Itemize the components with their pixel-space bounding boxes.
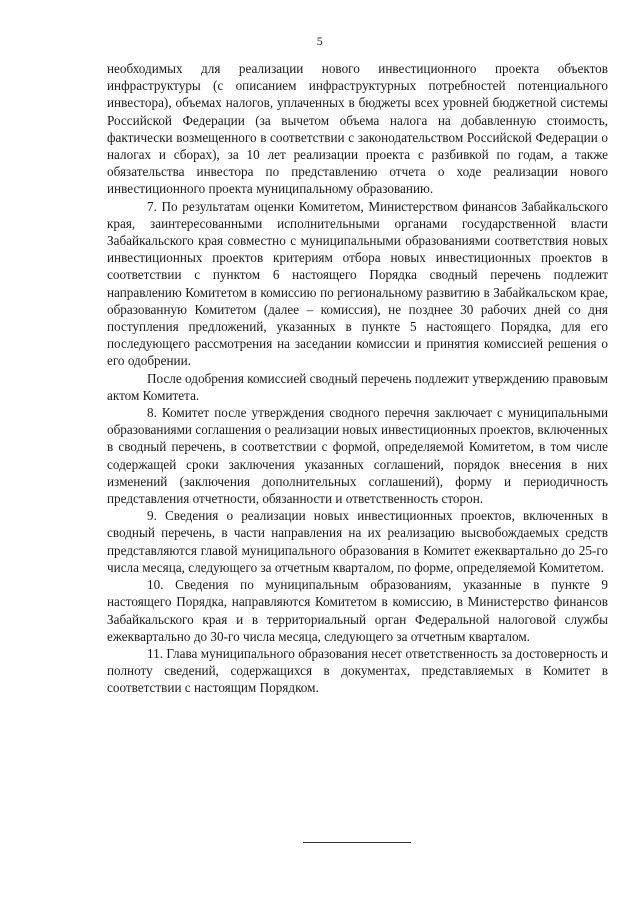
paragraph-approval: После одобрения комиссией сводный перечень подлежит утверждению правовым актом Комитета.: [107, 370, 608, 403]
page-number: 5: [316, 34, 324, 48]
paragraph-continuation: необходимых для реализации нового инвестиционного проекта объектов инфраструктуры (с описанием инфраструктурных потребностей потенциального инвестора), объемах налогов, уплаченных в бюджеты всех уровней бюджетной системы Российской Федерации (за вычетом объема налога на добавленную стоимость, фактически возмещенного в соответствии с законодательством Российской Федерации о налогах и сборах), за 10 лет реализации проекта с разбивкой по годам, а также обязательства инвестора по представлению отчета о ходе реализации нового инвестиционного проекта муниципальному образованию.: [107, 61, 608, 197]
paragraph-item-7: 7. По результатам оценки Комитетом, Министерством финансов Забайкальского края, заинтересованными исполнительными органами государственной власти Забайкальского края совместно с муниципальными образованиями соответствия новых инвестиционных проектов критериям отбора новых инвестиционных проектов в соответствии с пунктом 6 настоящего Порядка сводный перечень подлежит направлению Комитетом в комиссию по региональному развитию в Забайкальском крае, образованную Комитетом (далее – комиссия), не позднее 30 рабочих дней со дня поступления предложений, указанных в пункте 5 настоящего Порядка, для его последующего рассмотрения на заседании комиссии и принятия комиссией решения о его одобрении.: [107, 198, 608, 369]
document-body: [107, 60, 608, 697]
paragraph-item-9: 9. Сведения о реализации новых инвестиционных проектов, включенных в сводный перечень, в части направления на их реализацию высвобождаемых средств представляются главой муниципального образования в Комитет ежеквартально до 25-го числа месяца, следующего за отчетным кварталом, по форме, определяемой Комитетом.: [107, 508, 608, 575]
paragraph-item-10: 10. Сведения по муниципальным образованиям, указанные в пункте 9 настоящего Порядка, направляются Комитетом в комиссию, в Министерство финансов Забайкальского края и в территориальный орган Федеральной налоговой службы ежеквартально до 30-го числа месяца, следующего за отчетным кварталом.: [107, 577, 608, 644]
paragraph-item-11: 11. Глава муниципального образования несет ответственность за достоверность и полноту сведений, содержащихся в документах, представляемых в Комитет в соответствии с настоящим Порядком.: [107, 645, 608, 696]
paragraph-item-8: 8. Комитет после утверждения сводного перечня заключает с муниципальными образованиями соглашения о реализации новых инвестиционных проектов, включенных в сводный перечень, в соответствии с формой, определяемой Комитетом, в том числе содержащей сроки заключения указанных соглашений, порядок внесения в них изменений (заключения дополнительных соглашений), форму и периодичность представления отчетности, обязанности и ответственность сторон.: [107, 405, 608, 507]
footer-rule: [303, 842, 411, 843]
